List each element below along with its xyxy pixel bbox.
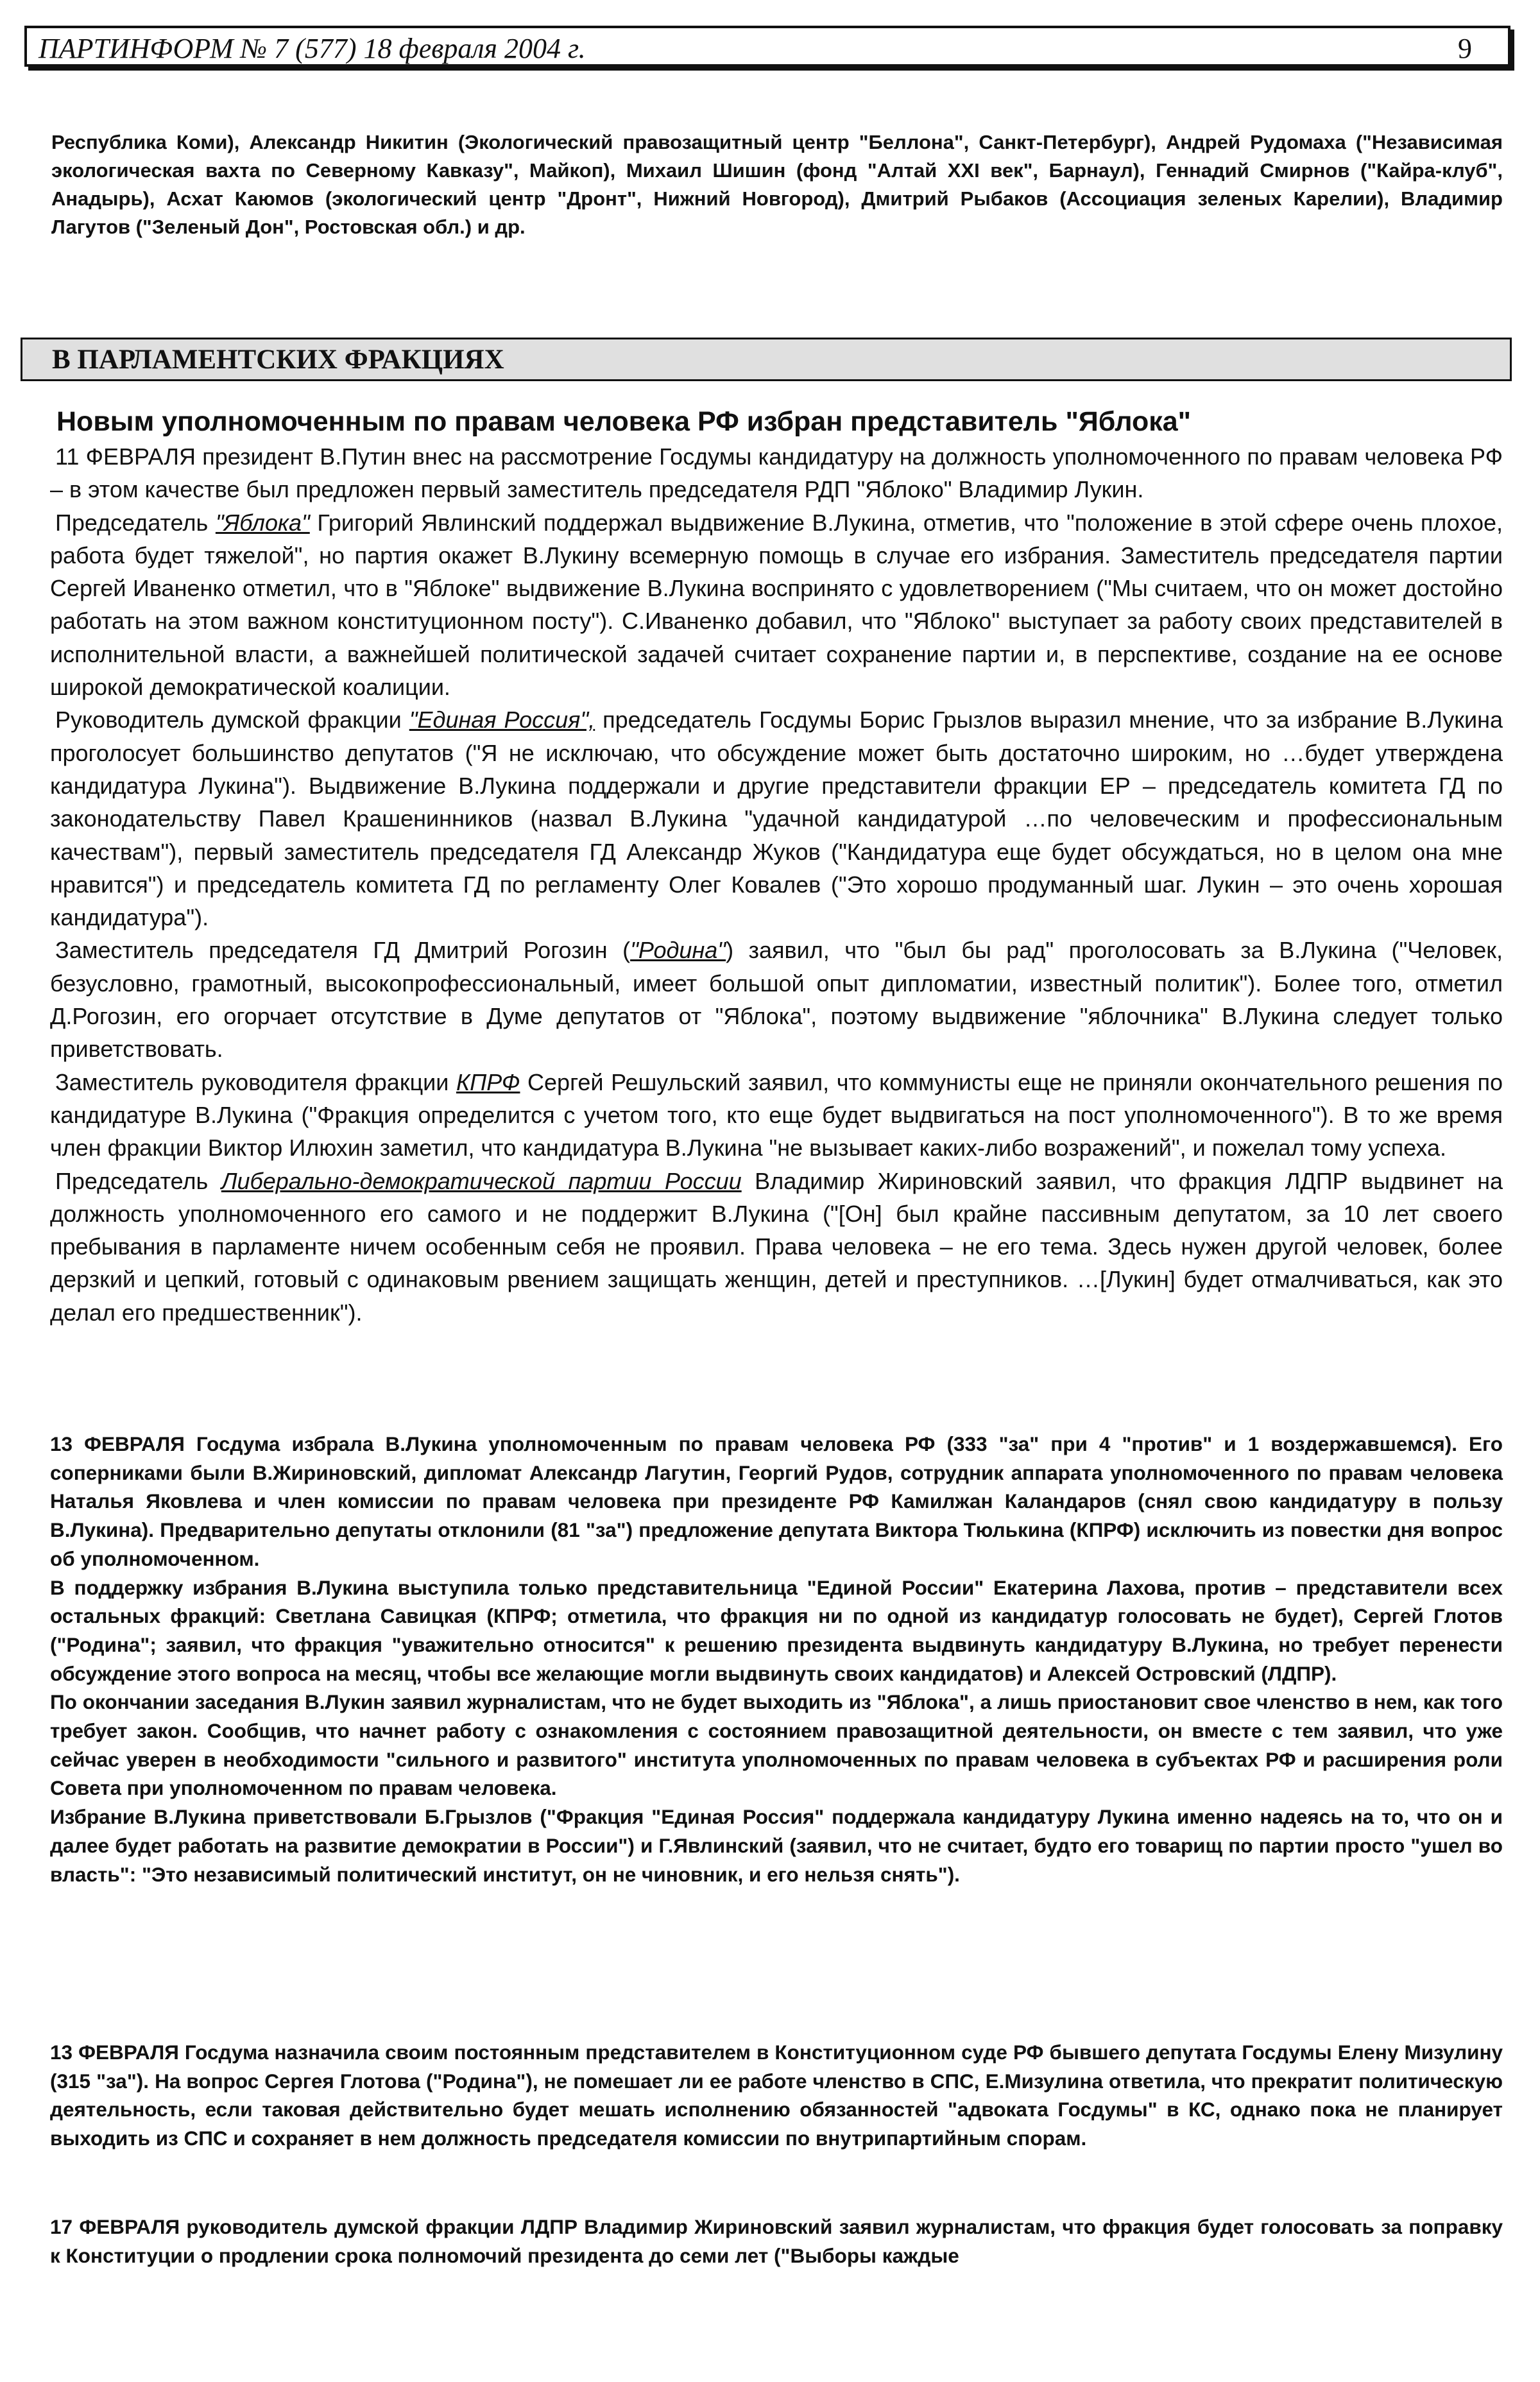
article-bold-section bbox=[50, 1430, 1503, 1889]
news-item-mizulina bbox=[50, 2038, 1503, 2153]
text-span: Заместитель председателя ГД Дмитрий Рогозин ( bbox=[55, 937, 631, 964]
text-span: Руководитель думской фракции bbox=[55, 707, 409, 733]
paragraph-kprf bbox=[50, 1066, 1503, 1165]
section-title: В ПАРЛАМЕНТСКИХ ФРАКЦИЯХ bbox=[52, 345, 504, 375]
page-number: 9 bbox=[1458, 33, 1472, 64]
text-span: Григорий Явлинский поддержал выдвижение В.Лукина, отметив, что "положение в этой сфере очень плохое, работа будет тяжелой", но партия окажет В.Лукину всемерную помощь в случае его избрания. Заместитель председателя партии Сергей Иваненко отметил, что в "Яблоке" выдвижение В.Лукина воспринято с удовлетворением ("Мы считаем, что он может достойно работать на этом важном конституционном посту"). С.Иваненко добавил, что "Яблоко" выступает за работу своих представителей в исполнительной власти, а важнейшей политической задачей считает сохранение партии и, в перспективе, создание на ее основе широкой демократической коалиции. bbox=[50, 509, 1503, 701]
party-link-kprf[interactable]: КПРФ bbox=[456, 1068, 520, 1095]
text-span: Председатель bbox=[55, 1167, 221, 1194]
text-span: Председатель bbox=[55, 509, 216, 536]
intro-paragraph: Республика Коми), Александр Никитин (Экологический правозащитный центр "Беллона", Санкт-Петербург), Андрей Рудомаха ("Независимая экологическая вахта по Северному Кавказу", Майкоп), Михаил Шишин (фонд "Алтай XXI век", Барнаул), Геннадий Смирнов ("Кайра-клуб", Анадырь), Асхат Каюмов (экологический центр "Дронт", Нижний Новгород), Дмитрий Рыбаков (Ассоциация зеленых Карелии), Владимир Лагутов ("Зеленый Дон", Ростовская обл.) и др. bbox=[51, 131, 1503, 238]
page-header bbox=[24, 26, 1510, 67]
paragraph-rodina bbox=[50, 934, 1503, 1065]
party-link-yabloko[interactable]: "Яблока" bbox=[215, 509, 310, 536]
text-span: председатель Госдумы Борис Грызлов выразил мнение, что за избрание В.Лукина проголосует большинство депутатов ("Я не исключаю, что обсуждение может быть достаточно широким, но …будет утверждена кандидатура Лукина"). Выдвижение В.Лукина поддержали и другие представители фракции ЕР – председатель комитета ГД по законодательству Павел Крашенинников (назвал В.Лукина "удачной кандидатурой …по человеческим и профессиональным качествам"), первый заместитель председателя ГД Александр Жуков ("Кандидатура еще будет обсуждаться, но в целом она мне нравится") и председатель комитета ГД по регламенту Олег Ковалев ("Это хорошо продуманный шаг. Лукин – это очень хорошая кандидатура"). bbox=[50, 707, 1503, 931]
paragraph-election-result: 13 ФЕВРАЛЯ Госдума избрала В.Лукина уполномоченным по правам человека РФ (333 "за" при 4 "против" и 1 воздержавшемся). Его соперниками были В.Жириновский, дипломат Александр Лагутин, Георгий Рудов, сотрудник аппарата уполномоченного по правам человека Наталья Яковлева и член комиссии по правам человека при президенте РФ Камилжан Каландаров (снял свою кандидатуру в пользу В.Лукина). Предварительно депутаты отклонили (81 "за") предложение депутата Виктора Тюлькина (КПРФ) исключить из повестки дня вопрос об уполномоченном. bbox=[50, 1432, 1503, 1570]
news-item-zhirinovsky bbox=[50, 2213, 1503, 2270]
paragraph-putin-nomination: 11 ФЕВРАЛЯ президент В.Путин внес на рассмотрение Госдумы кандидатуру на должность уполномоченного по правам человека РФ – в этом качестве был предложен первый заместитель председателя РДП "Яблоко" Владимир Лукин. bbox=[50, 443, 1503, 503]
paragraph-support-opposition: В поддержку избрания В.Лукина выступила только представительница "Единой России" Екатерина Лахова, против – представители всех остальных фракций: Светлана Савицкая (КПРФ; отметила, что фракция ни по одной из кандидатур голосовать не будет), Сергей Глотов ("Родина"; заявил, что фракция "уважительно относится" к решению президента выдвинуть кандидатуру В.Лукина, но требует перенести обсуждение этого вопроса на месяц, чтобы все желающие могли выдвинуть своих кандидатов) и Алексей Островский (ЛДПР). bbox=[50, 1575, 1503, 1685]
text-span: ) заявил, что "был бы рад" проголосовать за В.Лукина ("Человек, безусловно, грамотный, высокопрофессиональный, имеет большой опыт дипломатии, известный политик"). Более того, отметил Д.Рогозин, его огорчает отсутствие в Думе депутатов от "Яблока", поэтому выдвижение "яблочника" В.Лукина следует только приветствовать. bbox=[50, 937, 1503, 1063]
party-link-edinaya-rossiya[interactable]: "Единая Россия", bbox=[409, 707, 595, 733]
paragraph-lukin-statement: По окончании заседания В.Лукин заявил журналистам, что не будет выходить из "Яблока", а лишь приостановит свое членство в нем, как того требует закон. Сообщив, что начнет работу с ознакомления с состоянием правозащитной деятельности, он вместе с тем заявил, что уже сейчас уверен в необходимости "сильного и развитого" института уполномоченных по правам человека в субъектах РФ и расширения роли Совета при уполномоченном по правам человека. bbox=[50, 1690, 1503, 1800]
article-headline: Новым уполномоченным по правам человека РФ избран представитель "Яблока" bbox=[56, 406, 1192, 437]
text-span: Владимир Жириновский заявил, что фракция ЛДПР выдвинет на должность уполномоченного его самого и не поддержит В.Лукина ("[Он] был крайне пассивным депутатом, за 10 лет своего пребывания в парламенте ничем особенным себя не проявил. Права человека – не его тема. Здесь нужен другой человек, более дерзкий и цепкий, готовый с одинаковым рвением защищать женщин, детей и преступников. …[Лукин] будет отмалчиваться, как это делал его предшественник"). bbox=[50, 1167, 1503, 1326]
paragraph-ldpr bbox=[50, 1165, 1503, 1329]
text-span: Заместитель руководителя фракции bbox=[55, 1068, 456, 1095]
paragraph-mizulina: 13 ФЕВРАЛЯ Госдума назначила своим постоянным представителем в Конституционном суде РФ бывшего депутата Госдумы Елену Мизулину (315 "за"). На вопрос Сергея Глотова ("Родина"), не помешает ли ее работе членство в СПС, Е.Мизулина ответила, что прекратит политическую деятельность, если таковая действительно будет мешать исполнению обязанностей "адвоката Госдумы" в КС, однако пока не планирует выходить из СПС и сохраняет в нем должность председателя комиссии по внутрипартийным спорам. bbox=[50, 2041, 1503, 2150]
text-span: Сергей Решульский заявил, что коммунисты еще не приняли окончательного решения по кандидатуре В.Лукина ("Фракция определится с учетом того, кто еще будет выдвигаться на пост уполномоченного"). В то же время член фракции Виктор Илюхин заметил, что кандидатура В.Лукина "не вызывает каких-либо возражений", и пожелал тому успеха. bbox=[50, 1068, 1503, 1161]
paragraph-reactions: Избрание В.Лукина приветствовали Б.Грызлов ("Фракция "Единая Россия" поддержала кандидатуру Лукина именно надеясь на то, что он и далее будет работать на развитие демократии в России") и Г.Явлинский (заявил, что не считает, будто его товарищ по партии просто "ушел во власть": "Это независимый политический институт, он не чиновник, и его нельзя снять"). bbox=[50, 1805, 1503, 1886]
party-link-ldpr[interactable]: Либерально-демократической партии России bbox=[221, 1167, 742, 1194]
party-link-rodina[interactable]: "Родина" bbox=[630, 937, 726, 964]
section-heading bbox=[21, 338, 1512, 381]
paragraph-yabloko bbox=[50, 506, 1503, 704]
article-body bbox=[50, 440, 1503, 1329]
paragraph-edinaya-rossiya bbox=[50, 703, 1503, 934]
publication-title: ПАРТИНФОРМ № 7 (577) 18 февраля 2004 г. bbox=[38, 33, 586, 64]
paragraph-zhirinovsky: 17 ФЕВРАЛЯ руководитель думской фракции ЛДПР Владимир Жириновский заявил журналистам, что фракция будет голосовать за поправку к Конституции о продлении срока полномочий президента до семи лет ("Выборы каждые bbox=[50, 2215, 1503, 2267]
